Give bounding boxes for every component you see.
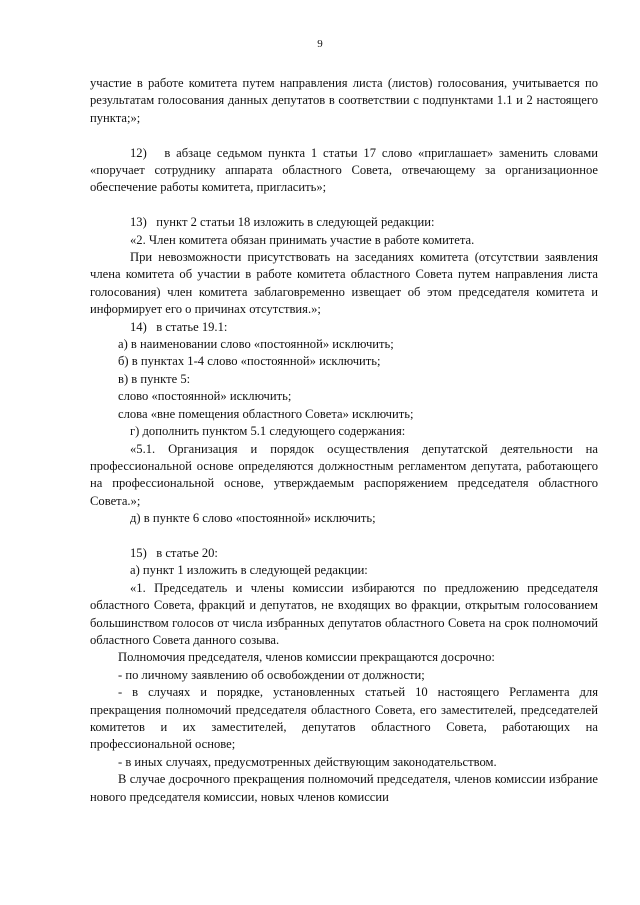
paragraph: - в случаях и порядке, установленных статьей 10 настоящего Регламента для прекращения полномочий председателя областного Совета, его заместителей, председателей комитетов и их заместителей, депутатов областного Совета, работающих на профессиональной основе;	[90, 685, 598, 752]
paragraph-item-12: 12) в абзаце седьмом пункта 1 статьи 17 слово «приглашает» заменить словами «поручает сотруднику аппарата областного Совета, отвечающему за организационное обеспечение работы комитета, пригласить»;	[90, 145, 598, 195]
paragraph: д) в пункте 6 слово «постоянной» исключить;	[130, 511, 376, 526]
paragraph: - в иных случаях, предусмотренных действующим законодательством.	[118, 754, 497, 769]
paragraph: слово «постоянной» исключить;	[118, 389, 292, 404]
paragraph: «1. Председатель и члены комиссии избираются по предложению председателя областного Совета, фракций и депутатов, не входящих во фракции, открытым голосованием большинством голосов от числа избранных депутатов областного Совета на срок полномочий областного Совета данного созыва.	[90, 580, 598, 647]
paragraph: «5.1. Организация и порядок осуществления депутатской деятельности на профессиональной основе определяются должностным регламентом депутата, работающего на профессиональной основе, утверждаемым распоряжением председателя областного Совета.»;	[90, 441, 598, 508]
paragraph: г) дополнить пунктом 5.1 следующего содержания:	[130, 424, 406, 439]
paragraph: а) в наименовании слово «постоянной» исключить;	[118, 337, 394, 352]
document-body	[90, 75, 598, 806]
paragraph: «2. Член комитета обязан принимать участие в работе комитета.	[130, 232, 475, 247]
paragraph: в) в пункте 5:	[118, 371, 191, 386]
paragraph: При невозможности присутствовать на заседаниях комитета (отсутствии заявления члена комитета об участии в работе комитета областного Совета путем направления листа голосования) член комитета заблаговременно извещает об этом председателя комитета и информирует его о причинах отсутствия.»;	[90, 250, 598, 317]
paragraph-item-13: 13) пункт 2 статьи 18 изложить в следующей редакции:	[130, 215, 435, 230]
paragraph: Полномочия председателя, членов комиссии прекращаются досрочно:	[118, 650, 495, 665]
paragraph-item-14: 14) в статье 19.1:	[130, 319, 228, 334]
paragraph: участие в работе комитета путем направления листа (листов) голосования, учитывается по результатам голосования данных депутатов в соответствии с подпунктами 1.1 и 2 настоящего пункта;»;	[90, 76, 598, 125]
page-number: 9	[317, 38, 323, 50]
paragraph: В случае досрочного прекращения полномочий председателя, членов комиссии избрание нового председателя комиссии, новых членов комиссии	[90, 772, 598, 804]
paragraph: - по личному заявлению об освобождении от должности;	[118, 667, 425, 682]
paragraph: б) в пунктах 1-4 слово «постоянной» исключить;	[118, 354, 381, 369]
paragraph: слова «вне помещения областного Совета» исключить;	[118, 406, 414, 421]
paragraph: а) пункт 1 изложить в следующей редакции:	[130, 563, 368, 578]
paragraph-item-15: 15) в статье 20:	[130, 545, 218, 560]
